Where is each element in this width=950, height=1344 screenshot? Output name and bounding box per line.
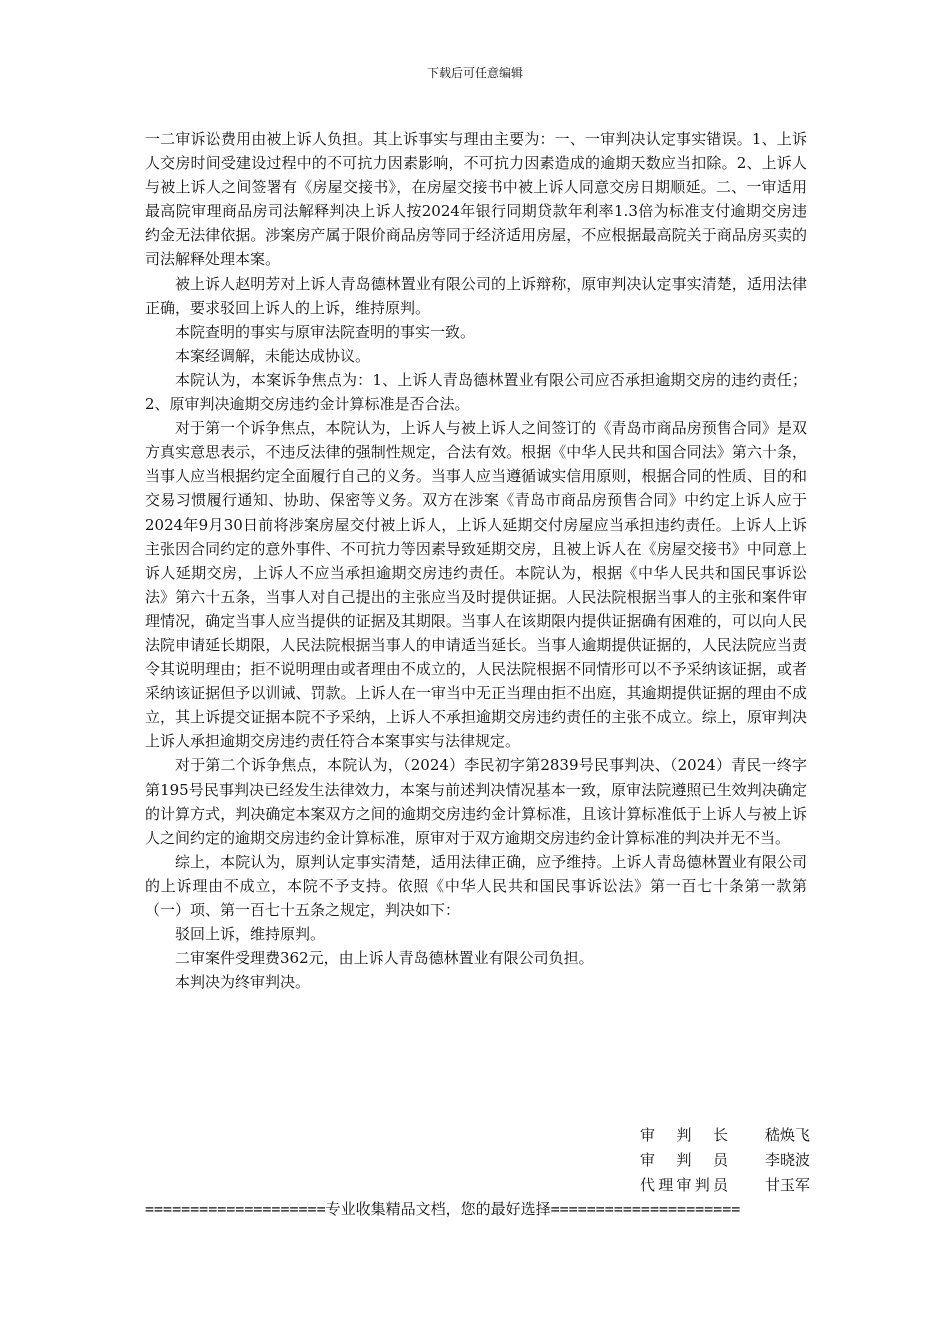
paragraph-final: 本判决为终审判决。 [175,973,311,992]
signature-name: 李晓波 [764,1151,810,1169]
paragraph-dispute-focus: 本院认为，本案诉争焦点为：1、上诉人青岛德林置业有限公司应否承担逾期交房的违约责任；2、原审判决逾期交房违约金计算标准是否合法。 [145,370,807,414]
signature-row-judge [640,1148,810,1173]
footer-text: ====================专业收集精品文档，您的最好选择===================== [145,1200,741,1218]
paragraph-fee: 二审案件受理费362元，由上诉人青岛德林置业有限公司负担。 [175,949,594,968]
paragraph-appeal-reasons: 一二审诉讼费用由被上诉人负担。其上诉事实与理由主要为：一、一审判决认定事实错误。1、上诉人交房时间受建设过程中的不可抗力因素影响，不可抗力因素造成的逾期天数应当扣除。2、上诉人与被上诉人之间签署有《房屋交接书》，在房屋交接书中被上诉人同意交房日期顺延。二、一审适用最高院审理商品房司法解释判决上诉人按2024年银行同期贷款年利率1.3倍为标准支付逾期交房违约金无法律依据。涉案房产属于限价商品房等同于经济适用房屋，不应根据最高院关于商品房买卖的司法解释处理本案。 [145,130,807,269]
paragraph-second-focus: 对于第二个诉争焦点，本院认为，（2024）李民初字第2839号民事判决、（2024）青民一终字第195号民事判决已经发生法律效力，本案与前述判决情况基本一致，原审法院遵照已生效判决确定的计算方式，判决确定本案双方之间的逾期交房违约金计算标准，且该计算标准低于上诉人与被上诉人之间约定的逾期交房违约金计算标准，原审对于双方逾期交房违约金计算标准的判决并无不当。 [145,756,807,847]
signature-block [640,1123,810,1198]
signature-role: 审判长 [640,1126,728,1144]
document-body [145,127,807,994]
signature-row-acting-judge [640,1173,810,1198]
paragraph-mediation: 本案经调解，未能达成协议。 [175,346,371,365]
page-footer [145,1198,807,1220]
signature-name: 甘玉军 [764,1176,810,1194]
paragraph-first-focus: 对于第一个诉争焦点，本院认为，上诉人与被上诉人之间签订的《青岛市商品房预售合同》是双方真实意思表示，不违反法律的强制性规定，合法有效。根据《中华人民共和国合同法》第六十条，当事人应当根据约定全面履行自己的义务。当事人应当遵循诚实信用原则，根据合同的性质、目的和交易习惯履行通知、协助、保密等义务。双方在涉案《青岛市商品房预售合同》中约定上诉人应于2024年9月30日前将涉案房屋交付被上诉人，上诉人延期交付房屋应当承担违约责任。上诉人上诉主张因合同约定的意外事件、不可抗力等因素导致延期交房，且被上诉人在《房屋交接书》中同意上诉人延期交房，上诉人不应当承担逾期交房违约责任。本院认为，根据《中华人民共和国民事诉讼法》第六十五条，当事人对自己提出的主张应当及时提供证据。人民法院根据当事人的主张和案件审理情况，确定当事人应当提供的证据及其期限。当事人在该期限内提供证据确有困难的，可以向人民法院申请延长期限，人民法院根据当事人的申请适当延长。当事人逾期提供证据的，人民法院应当责令其说明理由；拒不说明理由或者理由不成立的，人民法院根据不同情形可以不予采纳该证据，或者采纳该证据但予以训诫、罚款。上诉人在一审当中无正当理由拒不出庭，其逾期提供证据的理由不成立，其上诉提交证据本院不予采纳，上诉人不承担逾期交房违约责任的主张不成立。综上，原审判决上诉人承担逾期交房违约责任符合本案事实与法律规定。 [145,419,807,751]
header-text: 下载后可任意编辑 [426,66,523,80]
signature-role: 审判员 [640,1151,728,1169]
signature-name: 嵇焕飞 [764,1126,810,1144]
paragraph-appellee-defense: 被上诉人赵明芳对上诉人青岛德林置业有限公司的上诉辩称，原审判决认定事实清楚，适用法律正确，要求驳回上诉人的上诉，维持原判。 [145,274,807,317]
paragraph-ruling: 驳回上诉，维持原判。 [175,925,326,944]
paragraph-facts-found: 本院查明的事实与原审法院查明的事实一致。 [175,322,476,341]
paragraph-conclusion: 综上，本院认为，原判认定事实清楚，适用法律正确，应予维持。上诉人青岛德林置业有限公司的上诉理由不成立，本院不予支持。依照《中华人民共和国民事诉讼法》第一百七十条第一款第（一）项、第一百七十五条之规定，判决如下： [145,852,807,919]
signature-role: 代理审判员 [640,1176,728,1194]
page-header [0,64,950,82]
signature-row-presiding-judge [640,1123,810,1148]
